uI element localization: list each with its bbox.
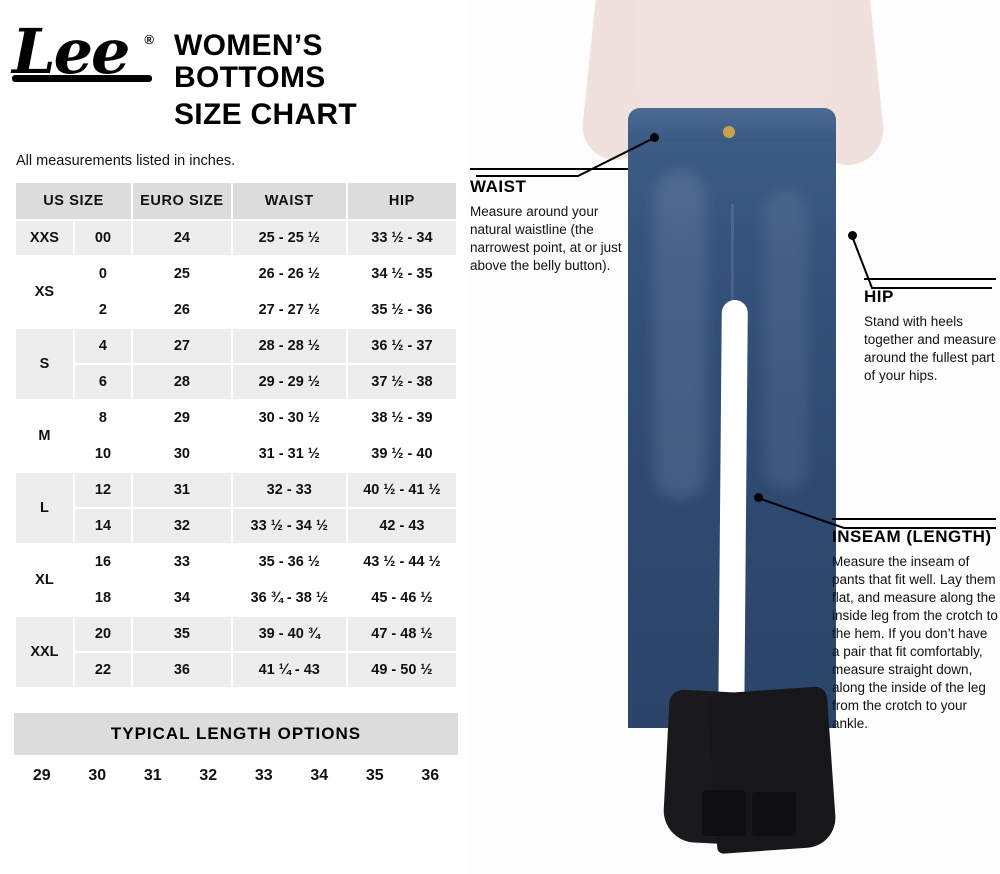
table-row [16, 365, 456, 399]
cell-us-numeric-size: 8 [75, 401, 131, 435]
cell-hip: 47 - 48 ½ [348, 617, 456, 651]
length-options-title: TYPICAL LENGTH OPTIONS [14, 713, 458, 755]
cell-hip: 42 - 43 [348, 509, 456, 543]
column-header-us-size: US SIZE [16, 183, 131, 219]
cell-us-numeric-size: 22 [75, 653, 131, 687]
callout-waist-title: WAIST [470, 177, 527, 196]
cell-hip: 38 ½ - 39 [348, 401, 456, 435]
cell-us-numeric-size: 6 [75, 365, 131, 399]
cell-us-numeric-size: 4 [75, 329, 131, 363]
cell-hip: 35 ½ - 36 [348, 293, 456, 327]
cell-hip: 34 ½ - 35 [348, 257, 456, 291]
table-row [16, 581, 456, 615]
cell-us-numeric-size: 2 [75, 293, 131, 327]
cell-waist: 27 - 27 ½ [233, 293, 346, 327]
cell-hip: 43 ½ - 44 ½ [348, 545, 456, 579]
cell-euro-size: 36 [133, 653, 231, 687]
cell-us-numeric-size: 12 [75, 473, 131, 507]
cell-us-size: S [16, 329, 73, 399]
cell-hip: 40 ½ - 41 ½ [348, 473, 456, 507]
lee-logo-wordmark: Lee [12, 15, 129, 88]
cell-euro-size: 26 [133, 293, 231, 327]
callout-hip-text: Stand with heels together and measure around the fullest part of your hips. [864, 314, 997, 383]
cell-euro-size: 27 [133, 329, 231, 363]
inseam-anchor-dot [754, 493, 763, 502]
length-option: 29 [32, 767, 51, 785]
table-row [16, 221, 456, 255]
cell-hip: 36 ½ - 37 [348, 329, 456, 363]
callout-inseam-title: INSEAM (LENGTH) [832, 527, 992, 546]
callout-leader-lines [468, 0, 1000, 874]
table-row [16, 257, 456, 291]
cell-us-numeric-size: 10 [75, 437, 131, 471]
table-row [16, 509, 456, 543]
table-row [16, 617, 456, 651]
cell-euro-size: 24 [133, 221, 231, 255]
table-row [16, 329, 456, 363]
header [12, 12, 458, 131]
cell-euro-size: 25 [133, 257, 231, 291]
cell-hip: 45 - 46 ½ [348, 581, 456, 615]
cell-euro-size: 28 [133, 365, 231, 399]
hip-anchor-dot [848, 231, 857, 240]
cell-euro-size: 29 [133, 401, 231, 435]
size-table [14, 181, 458, 689]
waist-anchor-dot [650, 133, 659, 142]
table-row [16, 653, 456, 687]
length-option: 36 [421, 767, 440, 785]
length-options-values [14, 767, 458, 785]
column-header-waist: WAIST [233, 183, 346, 219]
cell-euro-size: 33 [133, 545, 231, 579]
cell-us-numeric-size: 00 [75, 221, 131, 255]
callout-hip-rule [864, 278, 996, 280]
cell-waist: 35 - 36 ½ [233, 545, 346, 579]
size-table-body [16, 221, 456, 687]
cell-us-size: XL [16, 545, 73, 615]
cell-waist: 31 - 31 ½ [233, 437, 346, 471]
cell-us-size: XXS [16, 221, 73, 255]
cell-us-size: XS [16, 257, 73, 327]
size-table-head [16, 183, 456, 219]
cell-hip: 37 ½ - 38 [348, 365, 456, 399]
length-option: 33 [254, 767, 273, 785]
callout-waist [470, 168, 630, 275]
cell-euro-size: 31 [133, 473, 231, 507]
callout-inseam-text: Measure the inseam of pants that fit well. Lay them flat, and measure along the inside leg from the crotch to the hem. If you don’t have a pair that fit comfortably, measure straight down, along the inside of the leg from the crotch to your ankle. [832, 554, 998, 731]
table-row [16, 437, 456, 471]
cell-waist: 29 - 29 ½ [233, 365, 346, 399]
cell-us-numeric-size: 14 [75, 509, 131, 543]
table-row [16, 473, 456, 507]
callout-waist-text: Measure around your natural waistline (the narrowest point, at or just above the belly button). [470, 204, 622, 273]
callout-inseam [832, 518, 998, 733]
cell-us-size: L [16, 473, 73, 543]
table-row [16, 401, 456, 435]
callout-waist-rule [470, 168, 628, 170]
size-chart-right-panel [468, 0, 1000, 874]
length-option: 31 [143, 767, 162, 785]
page-title-line-2: SIZE CHART [174, 97, 357, 131]
size-table-header-row [16, 183, 456, 219]
column-header-hip: HIP [348, 183, 456, 219]
column-header-euro-size: EURO SIZE [133, 183, 231, 219]
table-row [16, 545, 456, 579]
cell-waist: 32 - 33 [233, 473, 346, 507]
callout-inseam-rule [832, 518, 996, 520]
cell-us-size: M [16, 401, 73, 471]
callout-hip-title: HIP [864, 287, 894, 306]
cell-us-numeric-size: 18 [75, 581, 131, 615]
callout-hip [864, 278, 998, 385]
size-chart-left-panel [0, 0, 468, 874]
cell-us-numeric-size: 16 [75, 545, 131, 579]
cell-euro-size: 32 [133, 509, 231, 543]
length-option: 32 [199, 767, 218, 785]
cell-euro-size: 34 [133, 581, 231, 615]
cell-waist: 36 ¾ - 38 ½ [233, 581, 346, 615]
cell-hip: 33 ½ - 34 [348, 221, 456, 255]
cell-waist: 39 - 40 ¾ [233, 617, 346, 651]
lee-logo [12, 15, 160, 88]
table-row [16, 293, 456, 327]
cell-waist: 26 - 26 ½ [233, 257, 346, 291]
cell-us-numeric-size: 0 [75, 257, 131, 291]
measurements-note: All measurements listed in inches. [16, 153, 236, 170]
cell-waist: 25 - 25 ½ [233, 221, 346, 255]
page-title [174, 26, 458, 131]
length-option: 34 [310, 767, 329, 785]
cell-waist: 41 ¼ - 43 [233, 653, 346, 687]
cell-hip: 49 - 50 ½ [348, 653, 456, 687]
cell-euro-size: 30 [133, 437, 231, 471]
cell-hip: 39 ½ - 40 [348, 437, 456, 471]
cell-us-numeric-size: 20 [75, 617, 131, 651]
length-option: 35 [365, 767, 384, 785]
cell-waist: 33 ½ - 34 ½ [233, 509, 346, 543]
cell-us-size: XXL [16, 617, 73, 687]
cell-waist: 28 - 28 ½ [233, 329, 346, 363]
length-option: 30 [88, 767, 107, 785]
registered-trademark-symbol: ® [144, 32, 154, 47]
cell-waist: 30 - 30 ½ [233, 401, 346, 435]
cell-euro-size: 35 [133, 617, 231, 651]
page-title-line-1: WOMEN’S BOTTOMS [174, 29, 326, 95]
